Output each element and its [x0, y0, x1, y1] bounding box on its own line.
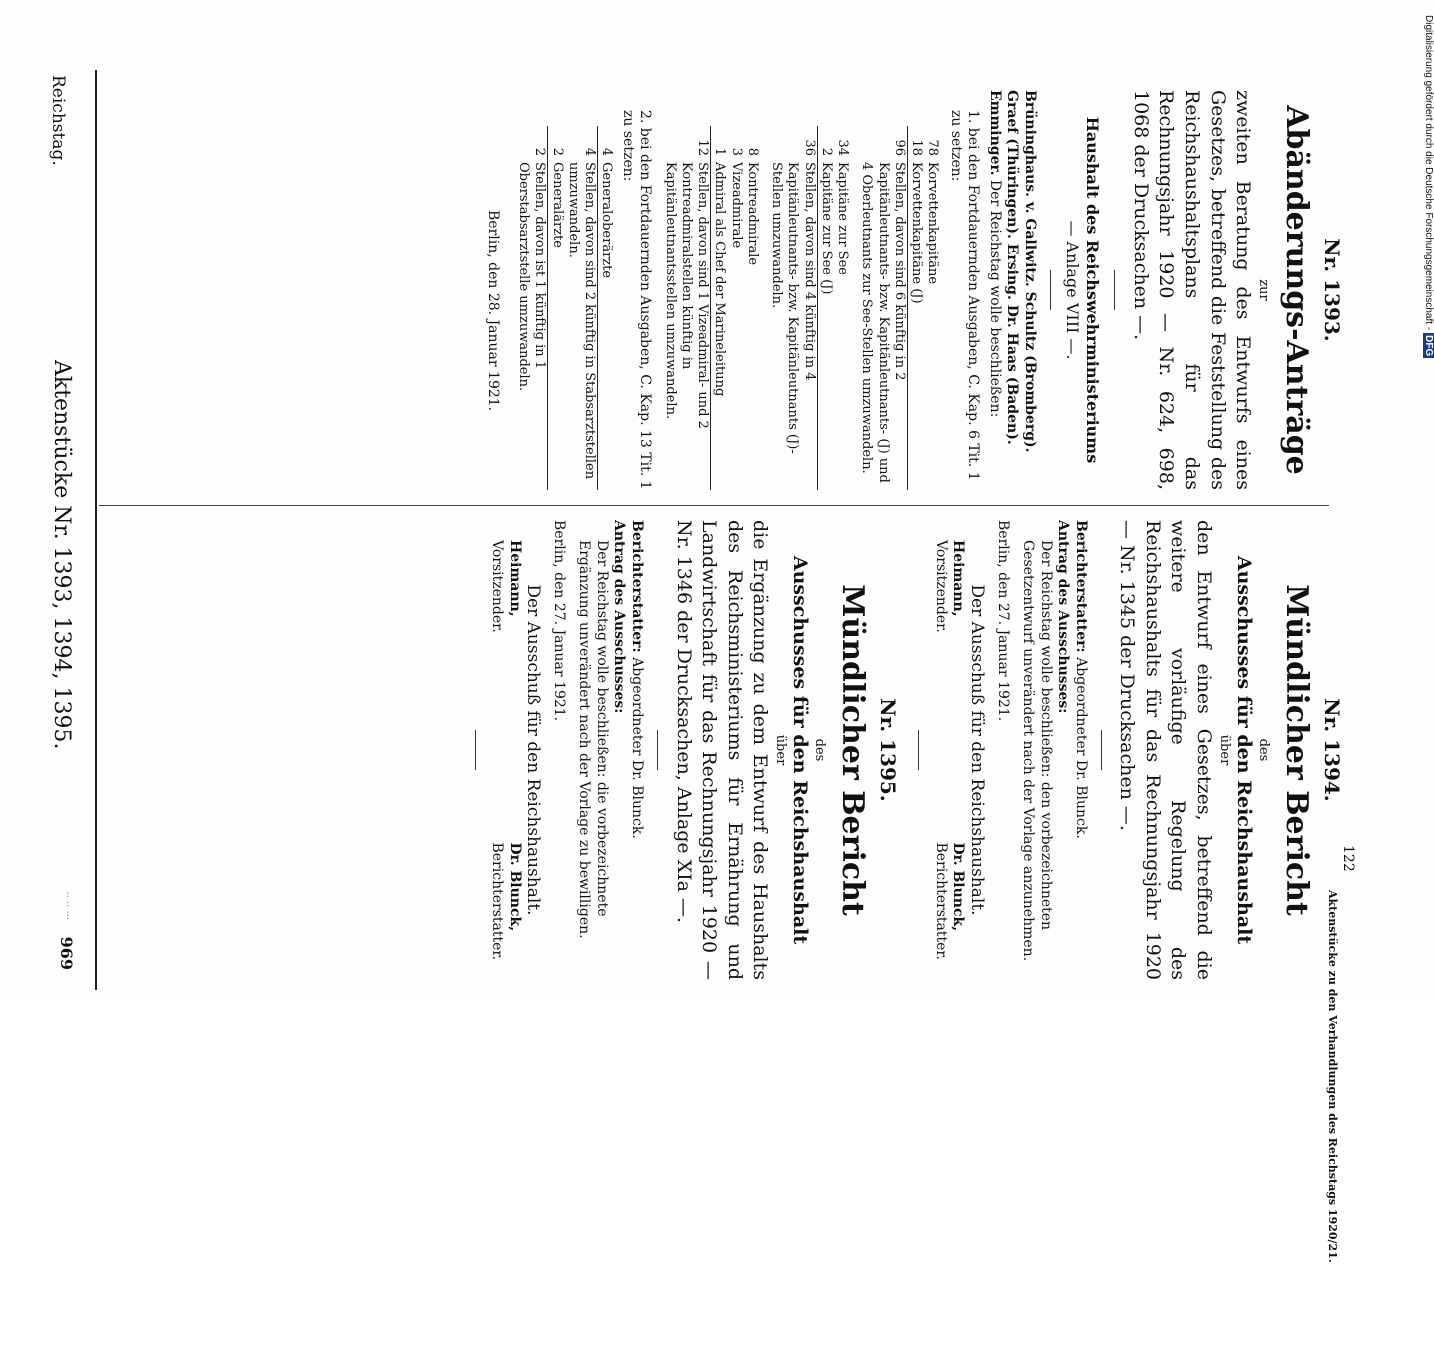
reporter: Abgeordneter Dr. Blunck.	[1072, 657, 1089, 839]
report-1394	[918, 520, 1344, 980]
doc-zur: zur	[1256, 279, 1272, 301]
signer-name: Dr. Blunck,	[950, 842, 967, 932]
table-row: 18 Korvettenkapitäne (J)	[907, 126, 924, 490]
item1-heading: 1. bei den Fortdauernden Ausgaben, C. Kap. 6 Tit. 1 zu setzen:	[947, 110, 982, 481]
divider	[1050, 270, 1051, 310]
reporter-label: Berichterstatter:	[628, 520, 645, 653]
doc-intro: zweiten Beratung des Entwurfs eines Gesetzes, betreffend die Feststellung des Reichshaushaltsplans für das Rechnungsjahr 1920 — Nr. 624, 698, 1068 der Drucksachen —.	[1129, 90, 1255, 490]
motion-label: Antrag des Ausschusses:	[611, 520, 628, 714]
table-row: 12 Stellen, davon sind 1 Vizeadmiral- und 2 Kontreadmiralstellen künftig in Kapitänleutnantsstellen umzuwandeln.	[662, 139, 711, 429]
doc-title: Mündlicher Bericht	[834, 584, 870, 916]
doc-number: Nr. 1393.	[1320, 238, 1344, 342]
proposers-tail: Der Reichstag wolle beschließen:	[986, 179, 1003, 418]
right-column	[109, 520, 1344, 980]
signer-name: Dr. Blunck,	[506, 842, 523, 932]
committee-name: Ausschusses für den Reichshaushalt	[789, 555, 812, 945]
divider	[657, 730, 658, 770]
header-title: Aktenstücke Nr. 1393, 1394, 1395.	[49, 360, 74, 750]
item2-heading: 2. bei den Fortdauernden Ausgaben, C. Kap. 13 Tit. 1 zu setzen:	[619, 110, 654, 490]
running-header	[36, 20, 76, 980]
signer-role: Berichterstatter.	[932, 842, 949, 960]
report-1395	[475, 520, 901, 980]
reporter-label: Berichterstatter:	[1072, 520, 1089, 653]
report-date: Berlin, den 27. Januar 1921.	[994, 520, 1011, 722]
table-row: 96 Stellen, davon sind 6 künftig in 2 Kapitänleutnants- bzw. Kapitänleutnants- (J) und 4 Oberleutnants zur See-Stellen umzuwandeln.	[859, 139, 907, 483]
motion-text: Der Reichstag wolle beschließen: den vorbezeichneten Gesetzentwurf unverändert nach der Vorlage anzunehmen.	[1020, 540, 1054, 962]
doc-title: Mündlicher Bericht	[1278, 584, 1314, 916]
table-row: 4 Stellen, davon sind 2 künftig in Stabsarztstellen umzuwandeln.	[565, 147, 598, 480]
signer-role: Vorsitzender.	[489, 540, 506, 633]
table-row: 36 Stellen, davon sind 4 künftig in 4 Kapitänleutnants- bzw. Kapitänleutnants (J)-Stellen umzuwandeln.	[769, 139, 817, 454]
header-rule	[95, 70, 97, 990]
proposers: Brüninghaus. v. Gallwitz. Schultz (Bromberg). Graef (Thüringen). Ersing. Dr. Haas (Baden). Emminger.	[986, 90, 1038, 453]
doc-des: des	[812, 738, 828, 762]
doc-date: Berlin, den 28. Januar 1921.	[484, 210, 501, 412]
footer-title: Aktenstücke zu den Verhandlungen des Reichstags 1920/21.	[1326, 890, 1339, 1263]
doc-ueber: über	[1216, 734, 1232, 766]
folio-number: 122	[1340, 845, 1356, 872]
header-left: Reichstag.	[48, 75, 68, 166]
divider	[1101, 730, 1102, 770]
closing-line: Der Ausschuß für den Reichshaushalt.	[523, 584, 544, 916]
table-row: 2 Stellen, davon ist 1 künftig in 1 Oberstabsarztstelle umzuwandeln.	[516, 147, 548, 392]
column-divider	[99, 505, 1329, 506]
closing-line: Der Ausschuß für den Reichshaushalt.	[967, 584, 988, 916]
table-row: 3 Vizeadmirale	[728, 147, 744, 249]
doc-des: des	[1256, 738, 1272, 762]
doc-ueber: über	[773, 734, 789, 766]
signer-name: Heimann,	[950, 540, 967, 617]
signer-name: Heimann,	[506, 540, 523, 617]
table-row: 2 Generalärzte	[547, 126, 564, 490]
signer-role: Vorsitzender.	[932, 540, 949, 633]
left-column	[109, 90, 1344, 490]
digitization-credit	[1420, 15, 1434, 395]
report-date: Berlin, den 27. Januar 1921.	[550, 520, 567, 722]
doc-number: Nr. 1395.	[876, 698, 901, 802]
divider	[475, 730, 476, 770]
table-row: 8 Kontreadmirale	[744, 147, 760, 266]
divider	[918, 730, 919, 770]
table-row: 4 Generaloberärzte	[597, 126, 614, 490]
divider	[1114, 270, 1115, 310]
reporter: Abgeordneter Dr. Blunck.	[628, 657, 645, 839]
motion-label: Antrag des Ausschusses:	[1055, 520, 1072, 714]
header-page-number: 969	[57, 936, 76, 970]
signer-role: Berichterstatter.	[489, 842, 506, 960]
digitization-text: Digitalisierung gefördert durch die Deutsche Forschungsgemeinschaft -	[1423, 15, 1434, 331]
section-title: Haushalt des Reichswehrministeriums	[1082, 116, 1102, 464]
section-subtitle: — Anlage VIII —.	[1063, 220, 1083, 360]
doc-number: Nr. 1394.	[1320, 698, 1344, 802]
table-row: 34 Kapitäne zur See	[835, 139, 851, 275]
motion-text: Der Reichstag wolle beschließen: die vorbezeichnete Ergänzung unverändert nach der Vorlage zu bewilligen.	[576, 540, 610, 939]
table-row: 2 Kapitäne zur See (J)	[817, 126, 834, 490]
doc-title: Abänderungs-Anträge	[1278, 105, 1314, 475]
table-row: 1 Admiral als Chef der Marineleitung	[710, 126, 727, 490]
committee-name: Ausschusses für den Reichshaushalt	[1233, 555, 1256, 945]
header-smudge: ·· ·· ···	[61, 891, 72, 920]
table-row: 78 Korvettenkapitäne	[925, 139, 941, 285]
dfg-logo: DFG	[1423, 335, 1434, 357]
report-body: den Entwurf eines Gesetzes, betreffend die weitere vorläufige Regelung des Reichshaushalts für das Rechnungsjahr 1920 — Nr. 1345 der Drucksachen —.	[1116, 520, 1216, 980]
report-body: die Ergänzung zu dem Entwurf des Haushalts des Reichsministeriums für Ernährung und Landwirtschaft für das Rechnungsjahr 1920 — Nr. 1346 der Drucksachen, Anlage XIa —.	[672, 520, 772, 980]
